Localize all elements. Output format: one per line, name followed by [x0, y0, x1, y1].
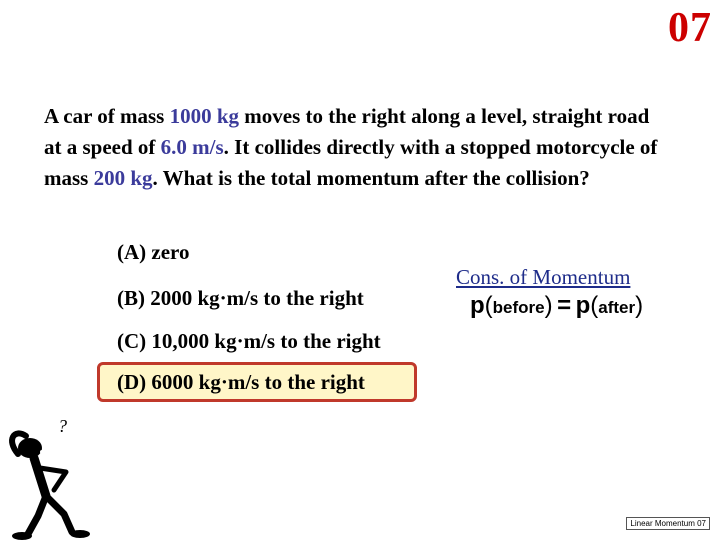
momentum-formula [470, 292, 643, 320]
formula-before: before [492, 298, 545, 317]
slide-number: 07 [668, 5, 712, 51]
formula-paren: ) [544, 292, 553, 319]
conservation-of-momentum-link[interactable]: Cons. of Momentum [456, 265, 631, 289]
question-mark: ? [58, 416, 67, 436]
motorcycle-mass-value: 200 kg [93, 166, 153, 190]
choice-a[interactable]: (A) zero [117, 240, 190, 264]
formula-after: after [598, 298, 636, 317]
formula-p: p [470, 292, 485, 319]
formula-paren: ( [484, 292, 493, 319]
speed-value: 6.0 m/s [160, 135, 224, 159]
thinking-person-icon [0, 410, 120, 540]
choice-c[interactable]: (C) 10,000 kg·m/s to the right [117, 329, 381, 353]
question-part: moves to the right along a level, straight road at a speed of [44, 104, 650, 159]
choice-d[interactable]: (D) 6000 kg·m/s to the right [117, 370, 365, 394]
footer-label: Linear Momentum 07 [626, 517, 710, 530]
question-text [44, 101, 664, 194]
question-part: . It collides directly with a stopped motorcycle of mass [44, 135, 658, 190]
question-part: . What is the total momentum after the collision? [152, 166, 590, 190]
question-part: A car of mass [44, 104, 170, 128]
formula-p: p [575, 292, 591, 319]
car-mass-value: 1000 kg [169, 104, 240, 128]
formula-paren: ( [590, 292, 599, 319]
choice-b[interactable]: (B) 2000 kg·m/s to the right [117, 286, 364, 310]
formula-equals: = [557, 292, 572, 319]
formula-paren: ) [635, 292, 644, 319]
